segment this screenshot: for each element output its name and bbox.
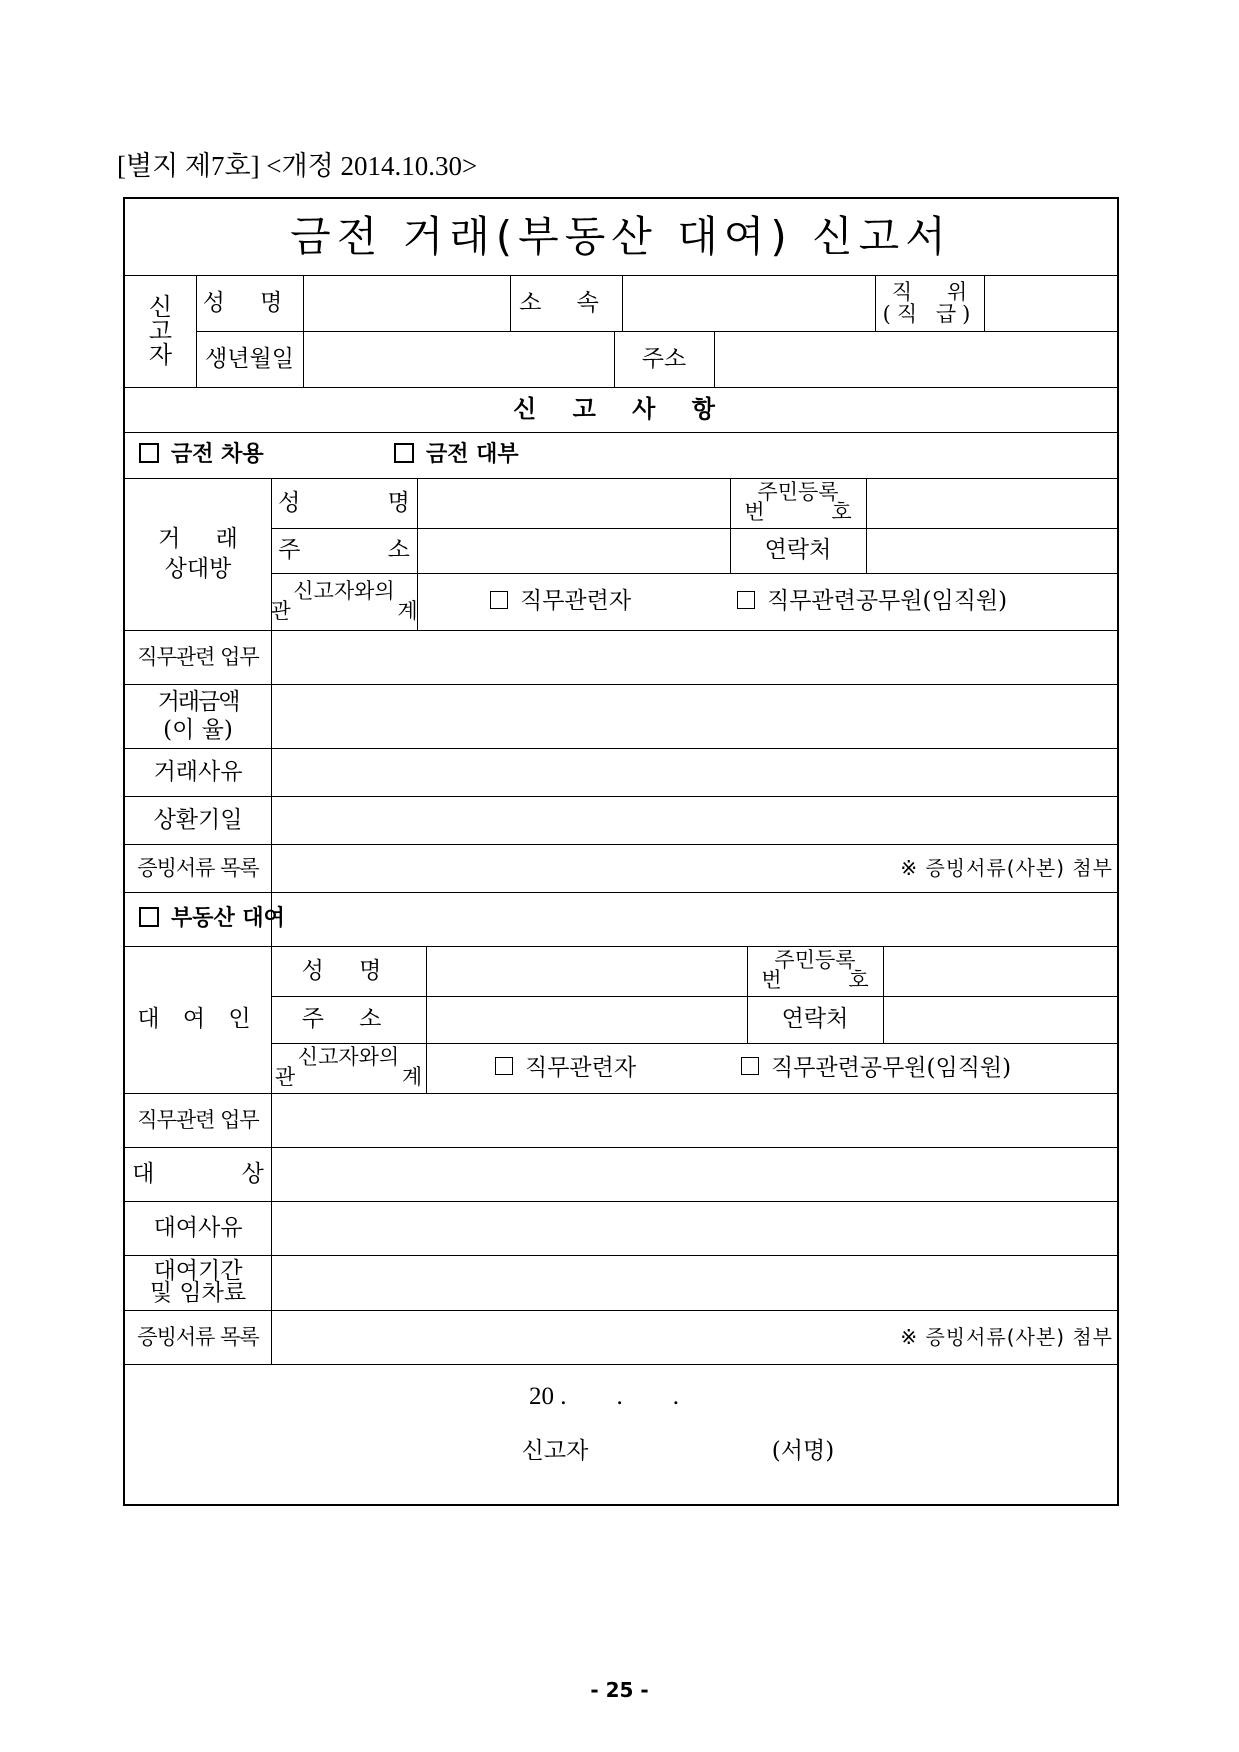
report-date[interactable]: 20 . . . xyxy=(529,1382,679,1410)
page-number: - 25 - xyxy=(590,1678,649,1702)
money-duty-label: 직무관련 업무 xyxy=(137,644,259,669)
realty-evidence-label: 증빙서류 목록 xyxy=(137,1324,259,1349)
money-counterparty-label-line1: 거 래 xyxy=(158,525,252,552)
realty-lender-label: 대 여 인 xyxy=(137,1006,259,1033)
money-cp-relation-label xyxy=(270,573,468,630)
reporter-position-label-line2: (직 급) xyxy=(882,302,977,326)
reporter-group-label xyxy=(125,275,196,387)
realty-relation-option-official[interactable] xyxy=(741,1043,1081,1093)
money-amount-value[interactable] xyxy=(271,684,1117,748)
realty-relation-option-duty[interactable] xyxy=(495,1043,695,1093)
realty-target-value[interactable] xyxy=(271,1147,1117,1201)
money-cp-relation-line1: 신고자와의 xyxy=(293,578,395,603)
realty-relation-label xyxy=(271,1043,473,1093)
reporter-address-value[interactable] xyxy=(714,331,1117,387)
realty-relation-line2: 관 계 xyxy=(274,1065,473,1089)
reporter-group-char-2: 고 xyxy=(148,317,173,345)
reporter-birth-value[interactable] xyxy=(303,331,614,387)
money-due-value[interactable] xyxy=(271,796,1117,844)
reporter-affiliation-label: 소 속 xyxy=(519,289,613,316)
realty-duty-value[interactable] xyxy=(271,1093,1117,1147)
realty-name-label: 성 명 xyxy=(301,957,396,984)
money-cp-resident-no-line1: 주민등록 xyxy=(757,480,839,505)
realty-relation-official-label: 직무관련공무원(임직원) xyxy=(771,1054,1012,1081)
realty-evidence-note: ※ 증빙서류(사본) 첨부 xyxy=(900,1324,1113,1349)
realty-period-label-line2: 및 임차료 xyxy=(149,1279,247,1306)
money-cp-contact-label: 연락처 xyxy=(764,537,832,564)
reporter-position-label-line1: 직 위 xyxy=(891,279,982,304)
realty-resident-no-value[interactable] xyxy=(883,946,1117,996)
money-lend-option[interactable] xyxy=(380,432,680,478)
realty-period-label-line1: 대여기간 xyxy=(153,1257,243,1284)
money-relation-duty-label: 직무관련자 xyxy=(520,588,632,615)
realty-relation-duty-checkbox[interactable] xyxy=(495,1057,513,1075)
realty-relation-line1: 신고자와의 xyxy=(297,1045,400,1070)
money-cp-relation-line2: 관 계 xyxy=(270,598,468,623)
money-lend-checkbox[interactable] xyxy=(394,443,414,463)
reporter-address-label: 주소 xyxy=(641,345,687,372)
realty-contact-value[interactable] xyxy=(883,996,1117,1043)
realty-resident-no-line2: 번 호 xyxy=(761,968,899,992)
realty-resident-no-label xyxy=(747,946,899,996)
money-cp-resident-no-line2: 번 호 xyxy=(744,500,882,524)
money-duty-value[interactable] xyxy=(271,630,1117,684)
realty-reason-value[interactable] xyxy=(271,1201,1117,1255)
money-evidence-note: ※ 증빙서류(사본) 첨부 xyxy=(900,855,1113,880)
realty-checkbox[interactable] xyxy=(139,907,159,927)
realty-relation-duty-label: 직무관련자 xyxy=(525,1054,637,1081)
realty-period-value[interactable] xyxy=(271,1255,1117,1310)
money-relation-official-label: 직무관련공무원(임직원) xyxy=(767,588,1008,615)
realty-address-label: 주 소 xyxy=(301,1006,396,1033)
form-title: 금전 거래(부동산 대여) 신고서 xyxy=(290,211,952,261)
reporter-position-label xyxy=(875,275,984,331)
reporter-group-char-3: 자 xyxy=(148,341,173,369)
money-evidence-label: 증빙서류 목록 xyxy=(137,855,259,880)
money-relation-option-official[interactable] xyxy=(737,573,1077,630)
money-amount-label-line1: 거래금액 xyxy=(157,688,239,715)
money-borrow-checkbox[interactable] xyxy=(139,443,159,463)
reporter-position-value[interactable] xyxy=(984,275,1117,331)
realty-target-label: 대 상 xyxy=(132,1160,304,1187)
realty-option-label: 부동산 대여 xyxy=(171,906,285,932)
realty-relation-official-checkbox[interactable] xyxy=(741,1057,759,1075)
money-counterparty-label-line2: 상대방 xyxy=(164,556,232,582)
money-reason-value[interactable] xyxy=(271,748,1117,796)
money-cp-address-value[interactable] xyxy=(417,528,730,573)
money-amount-label xyxy=(125,684,271,748)
money-relation-duty-checkbox[interactable] xyxy=(490,591,508,609)
money-cp-name-label: 성 명 xyxy=(278,489,450,516)
money-cp-address-label: 주 소 xyxy=(278,537,450,564)
realty-option[interactable] xyxy=(125,892,425,946)
money-cp-resident-no-label xyxy=(730,478,882,528)
reporter-affiliation-value[interactable] xyxy=(622,275,875,331)
reporter-birth-label: 생년월일 xyxy=(205,345,294,372)
money-cp-contact-value[interactable] xyxy=(866,528,1117,573)
report-section-title: 신 고 사 항 xyxy=(513,394,729,423)
money-borrow-option[interactable] xyxy=(125,432,385,478)
realty-name-value[interactable] xyxy=(426,946,747,996)
realty-resident-no-line1: 주민등록 xyxy=(774,948,856,973)
realty-contact-label: 연락처 xyxy=(781,1006,849,1033)
footer-reporter-label: 신고자 xyxy=(521,1437,589,1464)
money-due-label: 상환기일 xyxy=(153,806,243,833)
reporter-group-char-1: 신 xyxy=(148,293,173,321)
realty-period-label xyxy=(125,1255,271,1310)
reporter-name-label: 성 명 xyxy=(202,289,297,316)
money-cp-resident-no-value[interactable] xyxy=(866,478,1117,528)
report-form xyxy=(123,197,1119,1506)
money-cp-name-value[interactable] xyxy=(417,478,730,528)
realty-address-value[interactable] xyxy=(426,996,747,1043)
realty-reason-label: 대여사유 xyxy=(153,1214,243,1241)
money-borrow-label: 금전 차용 xyxy=(171,442,264,468)
money-relation-official-checkbox[interactable] xyxy=(737,591,755,609)
form-number-note: [별지 제7호] <개정 2014.10.30> xyxy=(117,151,478,181)
reporter-name-value[interactable] xyxy=(303,275,510,331)
footer-signature-label[interactable]: (서명) xyxy=(771,1437,835,1464)
money-lend-label: 금전 대부 xyxy=(426,442,519,468)
money-relation-option-duty[interactable] xyxy=(490,573,690,630)
realty-duty-label: 직무관련 업무 xyxy=(137,1107,259,1132)
money-reason-label: 거래사유 xyxy=(153,758,243,785)
money-amount-label-line2: (이 율) xyxy=(163,717,233,743)
